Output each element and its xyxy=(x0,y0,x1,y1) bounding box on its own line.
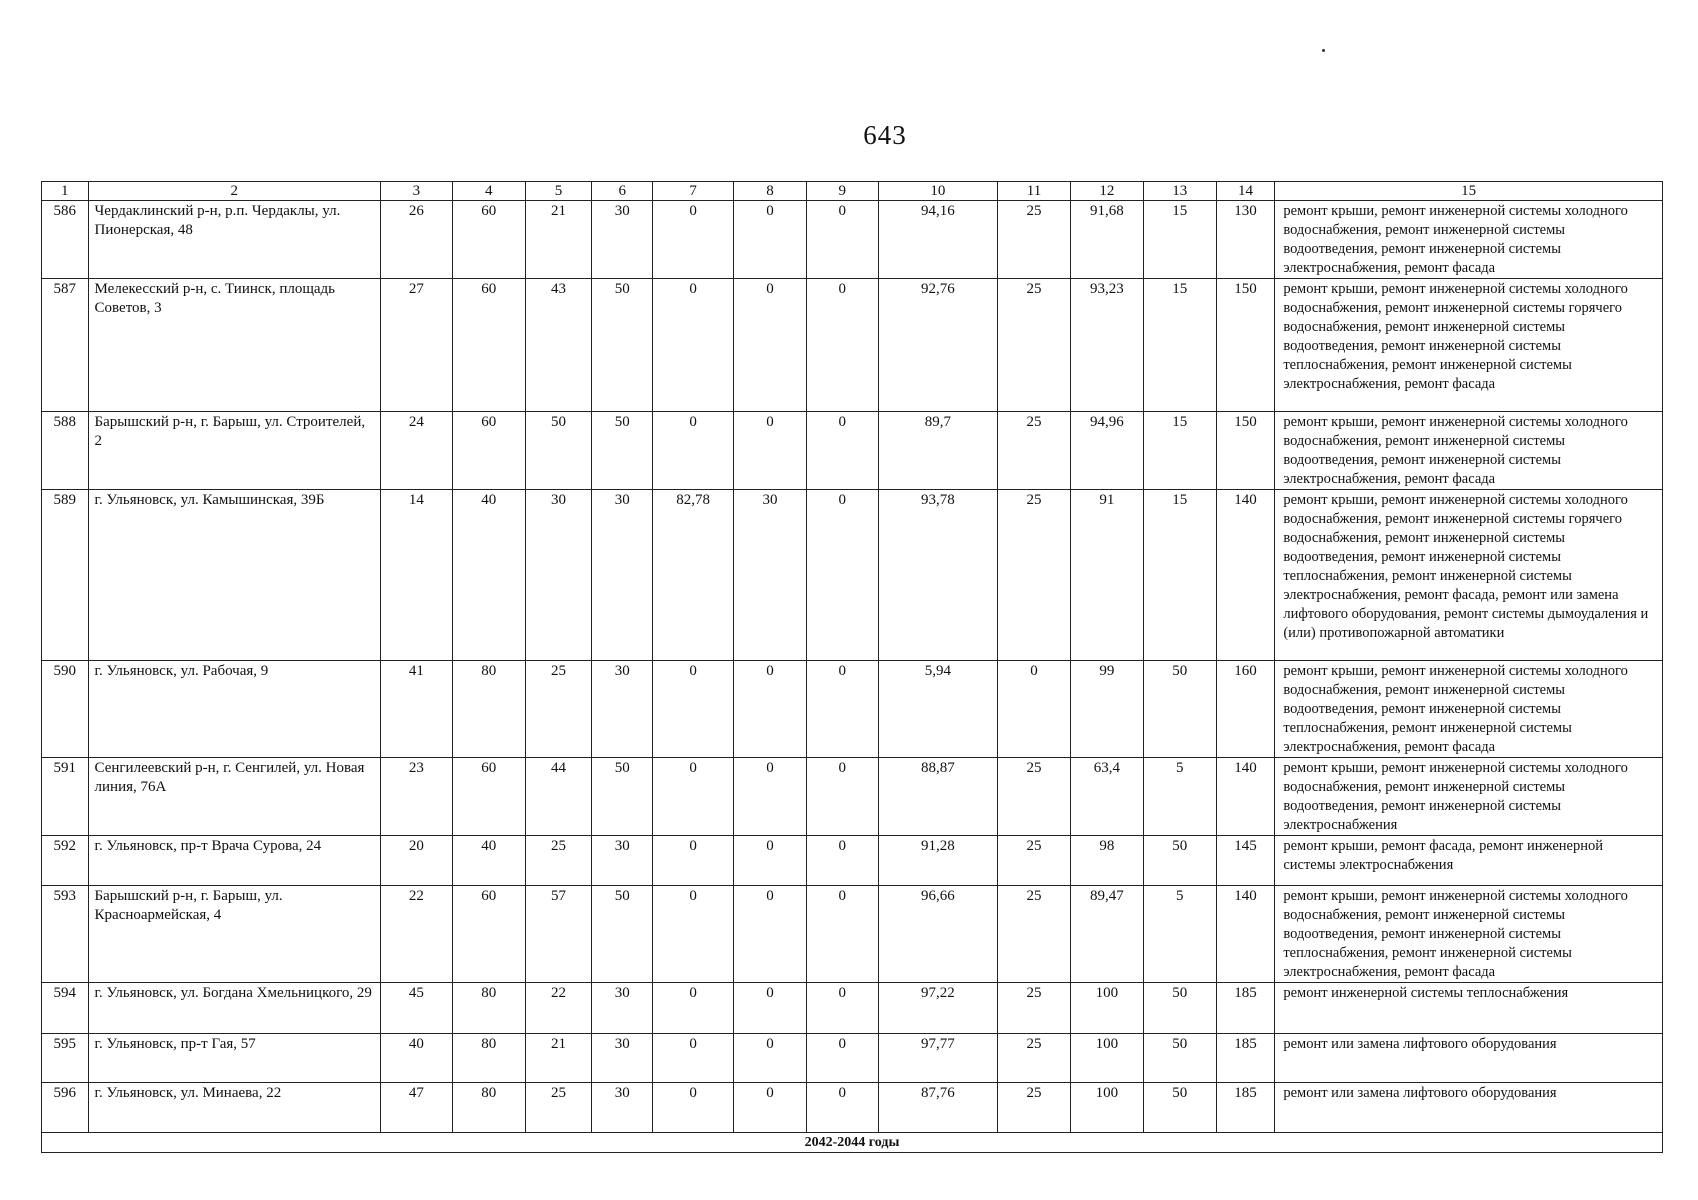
value-cell-col-13: 5 xyxy=(1143,886,1216,983)
table-row xyxy=(42,1034,1663,1083)
address-cell: Мелекесский р-н, с. Тиинск, площадь Советов, 3 xyxy=(88,279,380,412)
works-description-cell: ремонт инженерной системы теплоснабжения xyxy=(1275,983,1663,1034)
value-cell-col-8: 0 xyxy=(734,886,807,983)
col-header-8: 8 xyxy=(734,182,807,201)
value-cell-col-6: 30 xyxy=(592,1083,653,1133)
value-cell-col-12: 100 xyxy=(1070,1083,1143,1133)
value-cell-col-7: 0 xyxy=(653,983,734,1034)
value-cell-col-5: 25 xyxy=(525,661,592,758)
value-cell-col-11: 25 xyxy=(998,886,1071,983)
value-cell-col-6: 30 xyxy=(592,201,653,279)
value-cell-col-7: 0 xyxy=(653,886,734,983)
col-header-2: 2 xyxy=(88,182,380,201)
address-cell: г. Ульяновск, пр-т Врача Сурова, 24 xyxy=(88,836,380,886)
table-row xyxy=(42,758,1663,836)
works-description-cell: ремонт крыши, ремонт инженерной системы холодного водоснабжения, ремонт инженерной системы водоотведения, ремонт инженерной системы электроснабжения, ремонт фасада xyxy=(1275,412,1663,490)
value-cell-col-5: 21 xyxy=(525,1034,592,1083)
value-cell-col-7: 0 xyxy=(653,1034,734,1083)
row-number-cell: 590 xyxy=(42,661,89,758)
value-cell-col-9: 0 xyxy=(806,661,878,758)
value-cell-col-9: 0 xyxy=(806,1083,878,1133)
value-cell-col-14: 185 xyxy=(1216,1083,1275,1133)
value-cell-col-10: 88,87 xyxy=(878,758,997,836)
value-cell-col-5: 22 xyxy=(525,983,592,1034)
value-cell-col-10: 96,66 xyxy=(878,886,997,983)
value-cell-col-4: 60 xyxy=(452,412,525,490)
col-header-7: 7 xyxy=(653,182,734,201)
address-cell: Барышский р-н, г. Барыш, ул. Строителей, 2 xyxy=(88,412,380,490)
col-header-11: 11 xyxy=(998,182,1071,201)
value-cell-col-3: 23 xyxy=(380,758,452,836)
value-cell-col-11: 0 xyxy=(998,661,1071,758)
value-cell-col-3: 41 xyxy=(380,661,452,758)
value-cell-col-4: 80 xyxy=(452,1034,525,1083)
col-header-3: 3 xyxy=(380,182,452,201)
column-number-header-row xyxy=(42,182,1663,201)
value-cell-col-10: 87,76 xyxy=(878,1083,997,1133)
value-cell-col-14: 185 xyxy=(1216,983,1275,1034)
table-row xyxy=(42,886,1663,983)
value-cell-col-4: 60 xyxy=(452,886,525,983)
value-cell-col-10: 89,7 xyxy=(878,412,997,490)
value-cell-col-11: 25 xyxy=(998,412,1071,490)
value-cell-col-7: 0 xyxy=(653,758,734,836)
value-cell-col-9: 0 xyxy=(806,279,878,412)
value-cell-col-8: 0 xyxy=(734,1083,807,1133)
section-title-row xyxy=(42,1133,1663,1153)
value-cell-col-9: 0 xyxy=(806,201,878,279)
col-header-14: 14 xyxy=(1216,182,1275,201)
value-cell-col-14: 140 xyxy=(1216,886,1275,983)
works-description-cell: ремонт крыши, ремонт инженерной системы холодного водоснабжения, ремонт инженерной системы горячего водоснабжения, ремонт инженерной системы водоотведения, ремонт инженерной системы теплоснабжения, ремонт инженерной системы электроснабжения, ремонт фасада xyxy=(1275,279,1663,412)
value-cell-col-4: 40 xyxy=(452,836,525,886)
value-cell-col-3: 24 xyxy=(380,412,452,490)
value-cell-col-5: 44 xyxy=(525,758,592,836)
value-cell-col-12: 98 xyxy=(1070,836,1143,886)
value-cell-col-12: 99 xyxy=(1070,661,1143,758)
value-cell-col-9: 0 xyxy=(806,490,878,661)
value-cell-col-5: 43 xyxy=(525,279,592,412)
col-header-5: 5 xyxy=(525,182,592,201)
page-number: 643 xyxy=(863,120,907,150)
value-cell-col-4: 40 xyxy=(452,490,525,661)
table-row xyxy=(42,983,1663,1034)
works-description-cell: ремонт крыши, ремонт инженерной системы холодного водоснабжения, ремонт инженерной системы водоотведения, ремонт инженерной системы теплоснабжения, ремонт инженерной системы электроснабжения, ремонт фасада xyxy=(1275,886,1663,983)
value-cell-col-6: 30 xyxy=(592,836,653,886)
value-cell-col-8: 0 xyxy=(734,836,807,886)
value-cell-col-13: 50 xyxy=(1143,661,1216,758)
value-cell-col-4: 80 xyxy=(452,983,525,1034)
value-cell-col-13: 50 xyxy=(1143,983,1216,1034)
value-cell-col-14: 160 xyxy=(1216,661,1275,758)
value-cell-col-7: 0 xyxy=(653,836,734,886)
table-row xyxy=(42,490,1663,661)
works-registry-table xyxy=(41,181,1663,1153)
address-cell: г. Ульяновск, ул. Минаева, 22 xyxy=(88,1083,380,1133)
value-cell-col-13: 15 xyxy=(1143,279,1216,412)
value-cell-col-8: 0 xyxy=(734,279,807,412)
value-cell-col-12: 89,47 xyxy=(1070,886,1143,983)
value-cell-col-8: 0 xyxy=(734,1034,807,1083)
value-cell-col-10: 93,78 xyxy=(878,490,997,661)
value-cell-col-5: 57 xyxy=(525,886,592,983)
value-cell-col-3: 27 xyxy=(380,279,452,412)
value-cell-col-9: 0 xyxy=(806,983,878,1034)
works-description-cell: ремонт или замена лифтового оборудования xyxy=(1275,1083,1663,1133)
value-cell-col-8: 0 xyxy=(734,201,807,279)
works-description-cell: ремонт крыши, ремонт инженерной системы холодного водоснабжения, ремонт инженерной системы водоотведения, ремонт инженерной системы электроснабжения xyxy=(1275,758,1663,836)
row-number-cell: 591 xyxy=(42,758,89,836)
value-cell-col-7: 0 xyxy=(653,1083,734,1133)
value-cell-col-4: 60 xyxy=(452,758,525,836)
table-row xyxy=(42,661,1663,758)
value-cell-col-14: 185 xyxy=(1216,1034,1275,1083)
value-cell-col-10: 91,28 xyxy=(878,836,997,886)
value-cell-col-7: 0 xyxy=(653,201,734,279)
value-cell-col-14: 140 xyxy=(1216,758,1275,836)
value-cell-col-3: 47 xyxy=(380,1083,452,1133)
table-row xyxy=(42,1083,1663,1133)
value-cell-col-11: 25 xyxy=(998,490,1071,661)
col-header-10: 10 xyxy=(878,182,997,201)
row-number-cell: 588 xyxy=(42,412,89,490)
value-cell-col-6: 30 xyxy=(592,661,653,758)
value-cell-col-6: 50 xyxy=(592,758,653,836)
value-cell-col-5: 25 xyxy=(525,836,592,886)
value-cell-col-14: 150 xyxy=(1216,412,1275,490)
value-cell-col-5: 25 xyxy=(525,1083,592,1133)
value-cell-col-6: 50 xyxy=(592,412,653,490)
value-cell-col-13: 50 xyxy=(1143,1034,1216,1083)
value-cell-col-8: 0 xyxy=(734,412,807,490)
value-cell-col-13: 15 xyxy=(1143,201,1216,279)
value-cell-col-7: 0 xyxy=(653,279,734,412)
value-cell-col-8: 0 xyxy=(734,758,807,836)
col-header-12: 12 xyxy=(1070,182,1143,201)
value-cell-col-10: 5,94 xyxy=(878,661,997,758)
value-cell-col-9: 0 xyxy=(806,1034,878,1083)
address-cell: г. Ульяновск, ул. Богдана Хмельницкого, 29 xyxy=(88,983,380,1034)
scan-speck xyxy=(1322,49,1325,52)
value-cell-col-10: 92,76 xyxy=(878,279,997,412)
value-cell-col-5: 21 xyxy=(525,201,592,279)
value-cell-col-4: 80 xyxy=(452,661,525,758)
value-cell-col-11: 25 xyxy=(998,201,1071,279)
works-description-cell: ремонт крыши, ремонт инженерной системы холодного водоснабжения, ремонт инженерной системы водоотведения, ремонт инженерной системы электроснабжения, ремонт фасада xyxy=(1275,201,1663,279)
value-cell-col-11: 25 xyxy=(998,836,1071,886)
col-header-4: 4 xyxy=(452,182,525,201)
table-row xyxy=(42,279,1663,412)
value-cell-col-12: 100 xyxy=(1070,1034,1143,1083)
value-cell-col-4: 60 xyxy=(452,201,525,279)
value-cell-col-9: 0 xyxy=(806,886,878,983)
row-number-cell: 596 xyxy=(42,1083,89,1133)
value-cell-col-13: 15 xyxy=(1143,412,1216,490)
value-cell-col-12: 100 xyxy=(1070,983,1143,1034)
address-cell: Сенгилеевский р-н, г. Сенгилей, ул. Новая линия, 76А xyxy=(88,758,380,836)
value-cell-col-3: 40 xyxy=(380,1034,452,1083)
value-cell-col-14: 150 xyxy=(1216,279,1275,412)
col-header-9: 9 xyxy=(806,182,878,201)
table-row xyxy=(42,201,1663,279)
value-cell-col-12: 94,96 xyxy=(1070,412,1143,490)
value-cell-col-14: 130 xyxy=(1216,201,1275,279)
table-row xyxy=(42,412,1663,490)
value-cell-col-3: 14 xyxy=(380,490,452,661)
value-cell-col-8: 30 xyxy=(734,490,807,661)
col-header-1: 1 xyxy=(42,182,89,201)
value-cell-col-11: 25 xyxy=(998,279,1071,412)
value-cell-col-14: 140 xyxy=(1216,490,1275,661)
works-description-cell: ремонт крыши, ремонт инженерной системы холодного водоснабжения, ремонт инженерной системы водоотведения, ремонт инженерной системы теплоснабжения, ремонт инженерной системы электроснабжения, ремонт фасада xyxy=(1275,661,1663,758)
address-cell: Чердаклинский р-н, р.п. Чердаклы, ул. Пионерская, 48 xyxy=(88,201,380,279)
value-cell-col-8: 0 xyxy=(734,983,807,1034)
col-header-6: 6 xyxy=(592,182,653,201)
value-cell-col-6: 30 xyxy=(592,490,653,661)
value-cell-col-7: 0 xyxy=(653,412,734,490)
col-header-13: 13 xyxy=(1143,182,1216,201)
value-cell-col-6: 30 xyxy=(592,1034,653,1083)
row-number-cell: 594 xyxy=(42,983,89,1034)
value-cell-col-3: 45 xyxy=(380,983,452,1034)
value-cell-col-4: 80 xyxy=(452,1083,525,1133)
value-cell-col-13: 15 xyxy=(1143,490,1216,661)
address-cell: Барышский р-н, г. Барыш, ул. Красноармейская, 4 xyxy=(88,886,380,983)
value-cell-col-12: 91,68 xyxy=(1070,201,1143,279)
value-cell-col-3: 20 xyxy=(380,836,452,886)
works-description-cell: ремонт крыши, ремонт фасада, ремонт инженерной системы электроснабжения xyxy=(1275,836,1663,886)
value-cell-col-11: 25 xyxy=(998,1034,1071,1083)
value-cell-col-12: 91 xyxy=(1070,490,1143,661)
value-cell-col-4: 60 xyxy=(452,279,525,412)
value-cell-col-14: 145 xyxy=(1216,836,1275,886)
value-cell-col-6: 30 xyxy=(592,983,653,1034)
value-cell-col-10: 97,22 xyxy=(878,983,997,1034)
value-cell-col-11: 25 xyxy=(998,983,1071,1034)
value-cell-col-12: 93,23 xyxy=(1070,279,1143,412)
value-cell-col-11: 25 xyxy=(998,1083,1071,1133)
value-cell-col-7: 0 xyxy=(653,661,734,758)
value-cell-col-13: 50 xyxy=(1143,836,1216,886)
works-description-cell: ремонт или замена лифтового оборудования xyxy=(1275,1034,1663,1083)
value-cell-col-11: 25 xyxy=(998,758,1071,836)
value-cell-col-10: 94,16 xyxy=(878,201,997,279)
address-cell: г. Ульяновск, ул. Камышинская, 39Б xyxy=(88,490,380,661)
value-cell-col-5: 30 xyxy=(525,490,592,661)
value-cell-col-6: 50 xyxy=(592,279,653,412)
value-cell-col-13: 50 xyxy=(1143,1083,1216,1133)
row-number-cell: 587 xyxy=(42,279,89,412)
address-cell: г. Ульяновск, ул. Рабочая, 9 xyxy=(88,661,380,758)
value-cell-col-8: 0 xyxy=(734,661,807,758)
section-title: 2042-2044 годы xyxy=(42,1133,1663,1153)
value-cell-col-10: 97,77 xyxy=(878,1034,997,1083)
row-number-cell: 595 xyxy=(42,1034,89,1083)
value-cell-col-12: 63,4 xyxy=(1070,758,1143,836)
row-number-cell: 586 xyxy=(42,201,89,279)
value-cell-col-9: 0 xyxy=(806,758,878,836)
row-number-cell: 592 xyxy=(42,836,89,886)
value-cell-col-6: 50 xyxy=(592,886,653,983)
value-cell-col-5: 50 xyxy=(525,412,592,490)
value-cell-col-9: 0 xyxy=(806,412,878,490)
value-cell-col-13: 5 xyxy=(1143,758,1216,836)
address-cell: г. Ульяновск, пр-т Гая, 57 xyxy=(88,1034,380,1083)
value-cell-col-3: 26 xyxy=(380,201,452,279)
value-cell-col-7: 82,78 xyxy=(653,490,734,661)
col-header-15: 15 xyxy=(1275,182,1663,201)
value-cell-col-3: 22 xyxy=(380,886,452,983)
table-row xyxy=(42,836,1663,886)
value-cell-col-9: 0 xyxy=(806,836,878,886)
row-number-cell: 589 xyxy=(42,490,89,661)
row-number-cell: 593 xyxy=(42,886,89,983)
works-description-cell: ремонт крыши, ремонт инженерной системы холодного водоснабжения, ремонт инженерной системы горячего водоснабжения, ремонт инженерной системы водоотведения, ремонт инженерной системы теплоснабжения, ремонт инженерной системы электроснабжения, ремонт фасада, ремонт или замена лифтового оборудования, ремонт системы дымоудаления и (или) противопожарной автоматики xyxy=(1275,490,1663,661)
